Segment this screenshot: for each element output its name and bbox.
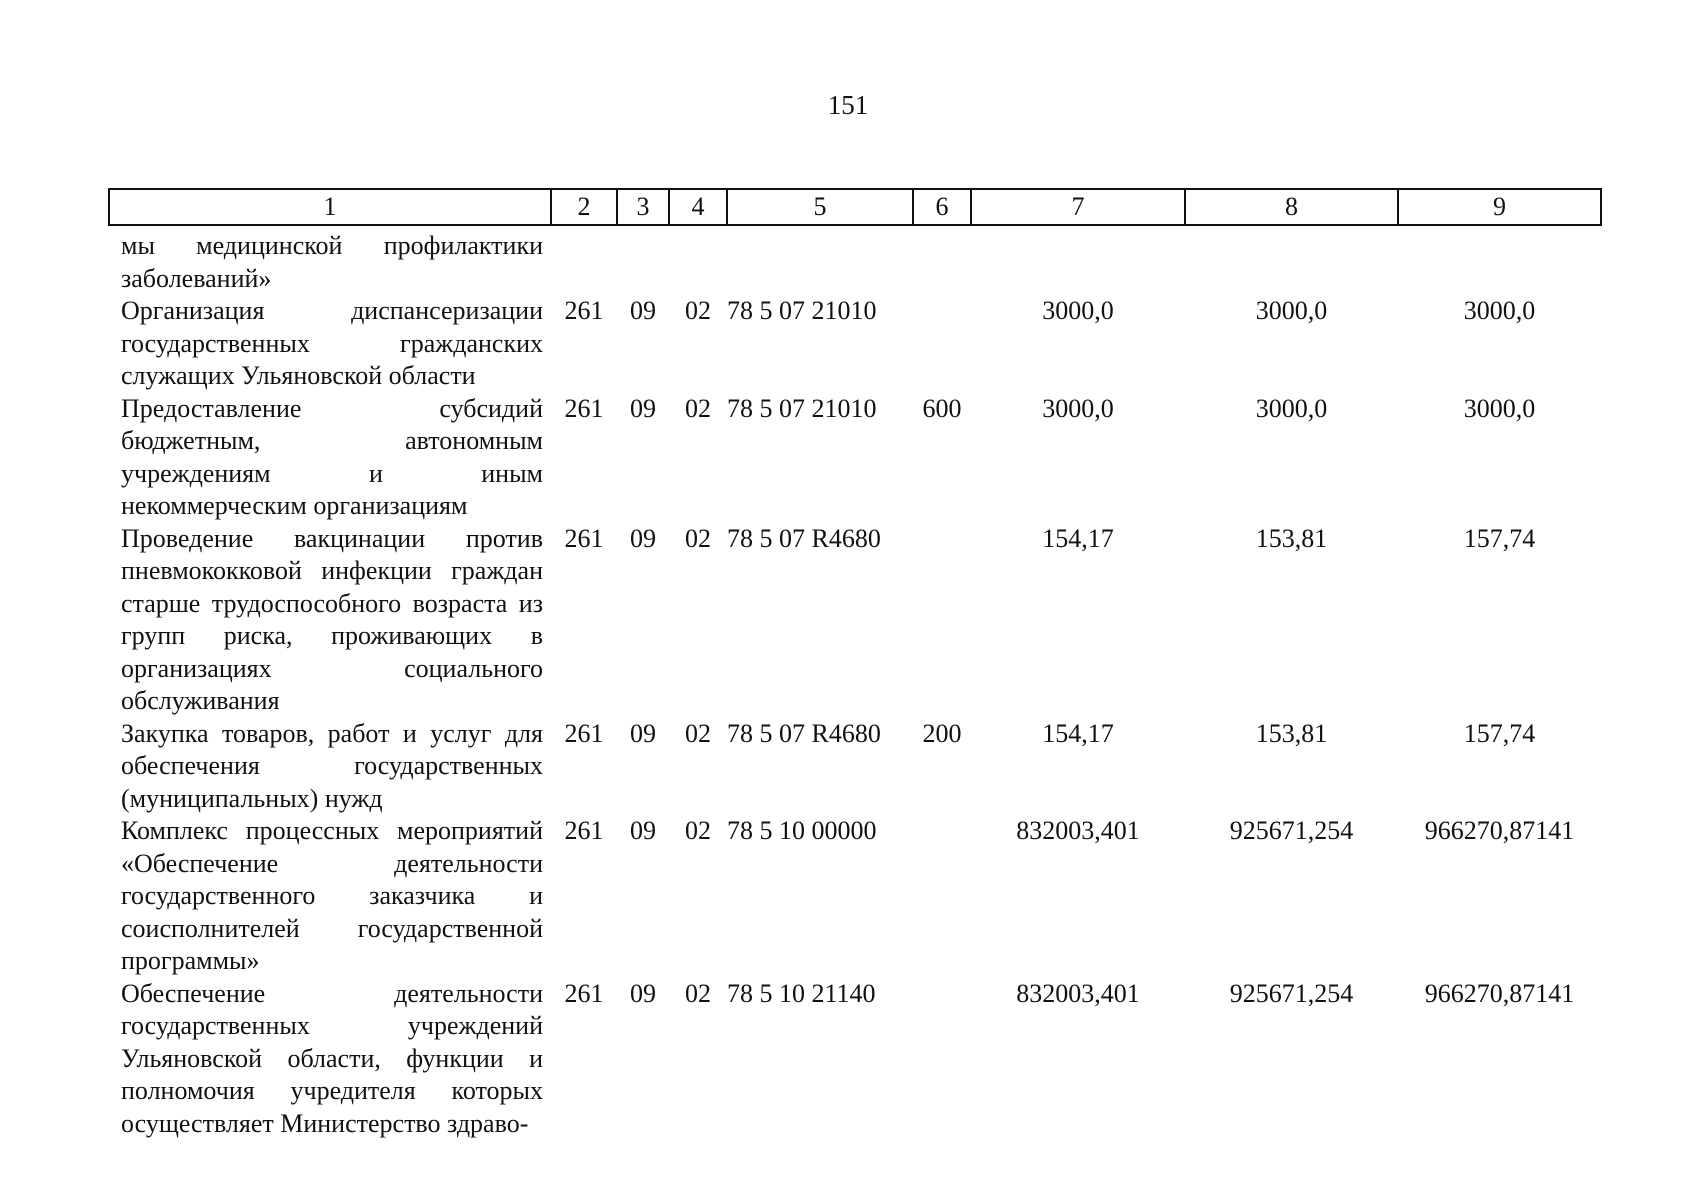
row-description: Закупка товаров, работ и услуг для обеспечения государственных (муниципальных) нужд bbox=[121, 718, 543, 813]
cell-rz: 09 bbox=[630, 718, 656, 748]
cell-year1: 832003,401 bbox=[1016, 978, 1140, 1008]
cell-rz: 09 bbox=[630, 816, 656, 845]
cell-csr: 78 5 07 21010 bbox=[727, 393, 877, 423]
cell-year2: 3000,0 bbox=[1255, 393, 1328, 423]
cell-year2: 925671,254 bbox=[1229, 978, 1354, 1008]
table-header-row bbox=[109, 189, 1601, 225]
cell-pr: 02 bbox=[685, 296, 711, 325]
cell-ved: 261 bbox=[564, 523, 604, 553]
column-header-6: 6 bbox=[913, 189, 971, 225]
cell-pr: 02 bbox=[685, 523, 711, 553]
cell-year3: 966270,87141 bbox=[1424, 978, 1575, 1008]
cell-year2: 3000,0 bbox=[1255, 296, 1328, 325]
column-header-3: 3 bbox=[617, 189, 669, 225]
cell-year2: 925671,254 bbox=[1229, 816, 1354, 845]
cell-pr bbox=[669, 225, 727, 295]
table-row bbox=[109, 523, 1601, 718]
column-header-8: 8 bbox=[1185, 189, 1398, 225]
cell-csr: 78 5 07 R4680 bbox=[727, 718, 881, 748]
column-header-5: 5 bbox=[727, 189, 913, 225]
cell-year3: 157,74 bbox=[1463, 718, 1536, 748]
cell-ved: 261 bbox=[564, 978, 604, 1008]
cell-csr bbox=[727, 225, 913, 295]
cell-year3: 966270,87141 bbox=[1424, 816, 1575, 845]
page-number: 151 bbox=[827, 90, 869, 120]
cell-rz bbox=[617, 225, 669, 295]
cell-ved: 261 bbox=[564, 393, 604, 423]
cell-vr bbox=[913, 523, 971, 718]
cell-year1 bbox=[971, 225, 1185, 295]
row-description: Проведение вакцинации против пневмококковой инфекции граждан старше трудоспособного возраста из групп риска, проживающих в организациях социального обслуживания bbox=[121, 523, 543, 715]
cell-year3 bbox=[1398, 225, 1601, 295]
cell-year1: 3000,0 bbox=[1042, 393, 1114, 423]
cell-rz: 09 bbox=[630, 978, 656, 1008]
table-row bbox=[109, 718, 1601, 816]
column-header-1: 1 bbox=[109, 189, 551, 225]
column-header-2: 2 bbox=[551, 189, 617, 225]
cell-csr: 78 5 07 21010 bbox=[727, 296, 877, 325]
cell-vr bbox=[913, 295, 971, 393]
cell-rz: 09 bbox=[630, 296, 656, 325]
cell-ved: 261 bbox=[564, 718, 604, 748]
cell-vr bbox=[913, 978, 971, 1141]
cell-pr: 02 bbox=[685, 718, 711, 748]
cell-rz: 09 bbox=[630, 523, 656, 553]
cell-year1: 154,17 bbox=[1042, 718, 1114, 748]
cell-rz: 09 bbox=[630, 393, 656, 423]
column-header-4: 4 bbox=[669, 189, 727, 225]
row-description: Предоставление субсидий бюджетным, автономным учреждениям и иным некоммерческим организациям bbox=[121, 393, 543, 520]
table-row bbox=[109, 393, 1601, 523]
cell-ved bbox=[551, 225, 617, 295]
table-row bbox=[109, 978, 1601, 1141]
budget-table bbox=[108, 188, 1602, 1140]
table-row bbox=[109, 295, 1601, 393]
cell-ved: 261 bbox=[564, 296, 604, 325]
cell-csr: 78 5 07 R4680 bbox=[727, 523, 881, 553]
cell-csr: 78 5 10 21140 bbox=[727, 978, 876, 1008]
row-description: Обеспечение деятельности государственных учреждений Ульяновской области, функции и полномочия учредителя которых осуществляет Министерство здраво- bbox=[121, 978, 543, 1138]
cell-vr: 200 bbox=[922, 718, 962, 748]
table-row bbox=[109, 815, 1601, 978]
cell-year3: 3000,0 bbox=[1463, 393, 1536, 423]
cell-ved: 261 bbox=[564, 816, 604, 845]
cell-year3: 157,74 bbox=[1463, 523, 1536, 553]
cell-vr: 600 bbox=[922, 393, 962, 423]
cell-year1: 832003,401 bbox=[1016, 816, 1140, 845]
column-header-9: 9 bbox=[1398, 189, 1601, 225]
row-description: мы медицинской профилактики заболеваний» bbox=[121, 231, 543, 293]
cell-year2: 153,81 bbox=[1255, 523, 1328, 553]
cell-csr: 78 5 10 00000 bbox=[727, 816, 877, 845]
cell-year1: 3000,0 bbox=[1042, 296, 1114, 325]
row-description: Организация диспансеризации государственных гражданских служащих Ульяновской области bbox=[121, 296, 543, 390]
cell-vr bbox=[913, 815, 971, 978]
row-description: Комплекс процессных мероприятий «Обеспечение деятельности государственного заказчика и соисполнителей государственной программы» bbox=[121, 816, 543, 975]
cell-vr bbox=[913, 225, 971, 295]
cell-year3: 3000,0 bbox=[1463, 296, 1536, 325]
column-header-7: 7 bbox=[971, 189, 1185, 225]
cell-pr: 02 bbox=[685, 816, 711, 845]
table-row bbox=[109, 225, 1601, 295]
cell-year2 bbox=[1185, 225, 1398, 295]
cell-year1: 154,17 bbox=[1042, 523, 1114, 553]
cell-pr: 02 bbox=[685, 978, 711, 1008]
cell-year2: 153,81 bbox=[1255, 718, 1328, 748]
cell-pr: 02 bbox=[685, 393, 711, 423]
